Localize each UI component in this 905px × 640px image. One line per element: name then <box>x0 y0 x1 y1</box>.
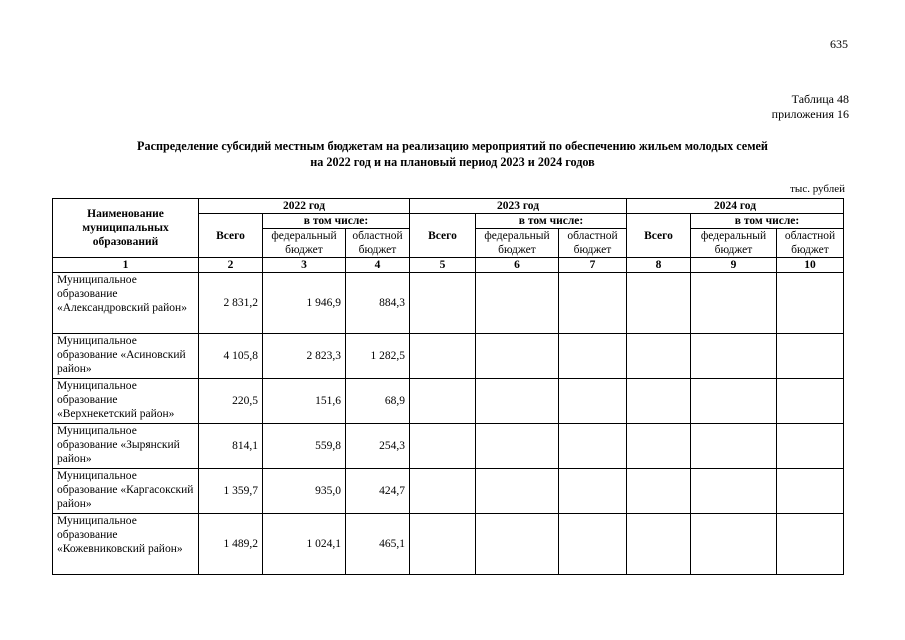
header-total-2022: Всего <box>199 214 263 258</box>
regional-2024 <box>777 334 844 379</box>
regional-2024 <box>777 273 844 334</box>
federal-2023 <box>476 379 559 424</box>
regional-2023 <box>559 273 627 334</box>
federal-2024 <box>691 469 777 514</box>
header-federal-2022: федеральный бюджет <box>263 229 346 258</box>
column-number: 8 <box>627 258 691 273</box>
federal-2022: 151,6 <box>263 379 346 424</box>
federal-2023 <box>476 273 559 334</box>
column-number: 4 <box>346 258 410 273</box>
federal-2022: 1 024,1 <box>263 514 346 575</box>
header-regional-2024: областной бюджет <box>777 229 844 258</box>
total-2022: 4 105,8 <box>199 334 263 379</box>
table-number: Таблица 48 <box>791 92 849 106</box>
municipality-name: Муниципальное образование «Зырянский район» <box>53 424 199 469</box>
municipality-name: Муниципальное образование «Каргасокский район» <box>53 469 199 514</box>
federal-2024 <box>691 424 777 469</box>
total-2024 <box>627 469 691 514</box>
table-row <box>53 273 844 334</box>
regional-2022: 465,1 <box>346 514 410 575</box>
header-year-2024: 2024 год <box>627 199 844 214</box>
federal-2022: 1 946,9 <box>263 273 346 334</box>
federal-2024 <box>691 514 777 575</box>
federal-2023 <box>476 469 559 514</box>
regional-2023 <box>559 469 627 514</box>
document-title: Распределение субсидий местным бюджетам на реализацию мероприятий по обеспечению жильем молодых семей <box>137 139 768 153</box>
total-2023 <box>410 469 476 514</box>
table-row <box>53 379 844 424</box>
regional-2023 <box>559 424 627 469</box>
total-2023 <box>410 514 476 575</box>
column-number: 5 <box>410 258 476 273</box>
table-row <box>53 514 844 575</box>
federal-2022: 2 823,3 <box>263 334 346 379</box>
header-federal-2024: федеральный бюджет <box>691 229 777 258</box>
column-number: 10 <box>777 258 844 273</box>
column-number: 9 <box>691 258 777 273</box>
table-row <box>53 334 844 379</box>
municipality-name: Муниципальное образование «Александровский район» <box>53 273 199 334</box>
header-name-column: Наименование муниципальных образований <box>53 199 199 258</box>
column-number: 2 <box>199 258 263 273</box>
municipality-name: Муниципальное образование «Асиновский район» <box>53 334 199 379</box>
header-including-2023: в том числе: <box>476 214 627 229</box>
header-including-2024: в том числе: <box>691 214 844 229</box>
header-year-2023: 2023 год <box>410 199 627 214</box>
column-numbers-row <box>53 258 844 273</box>
total-2024 <box>627 334 691 379</box>
federal-2023 <box>476 514 559 575</box>
total-2024 <box>627 273 691 334</box>
federal-2022: 935,0 <box>263 469 346 514</box>
federal-2024 <box>691 273 777 334</box>
header-including-2022: в том числе: <box>263 214 410 229</box>
regional-2022: 68,9 <box>346 379 410 424</box>
column-number: 3 <box>263 258 346 273</box>
column-number: 7 <box>559 258 627 273</box>
document-subtitle: на 2022 год и на плановый период 2023 и 2024 годов <box>310 155 595 169</box>
municipality-name: Муниципальное образование «Верхнекетский район» <box>53 379 199 424</box>
column-number: 1 <box>53 258 199 273</box>
units-label: тыс. рублей <box>790 183 845 195</box>
total-2022: 814,1 <box>199 424 263 469</box>
header-total-2023: Всего <box>410 214 476 258</box>
page-number: 635 <box>830 37 848 51</box>
regional-2022: 254,3 <box>346 424 410 469</box>
total-2023 <box>410 379 476 424</box>
header-year-2022: 2022 год <box>199 199 410 214</box>
table-row <box>53 469 844 514</box>
total-2023 <box>410 273 476 334</box>
regional-2022: 1 282,5 <box>346 334 410 379</box>
header-regional-2023: областной бюджет <box>559 229 627 258</box>
regional-2023 <box>559 334 627 379</box>
regional-2023 <box>559 514 627 575</box>
regional-2022: 884,3 <box>346 273 410 334</box>
total-2024 <box>627 424 691 469</box>
total-2022: 1 359,7 <box>199 469 263 514</box>
total-2024 <box>627 379 691 424</box>
total-2024 <box>627 514 691 575</box>
subsidy-table <box>52 198 844 575</box>
regional-2024 <box>777 469 844 514</box>
total-2022: 1 489,2 <box>199 514 263 575</box>
regional-2024 <box>777 424 844 469</box>
table-row <box>53 424 844 469</box>
municipality-name: Муниципальное образование «Кожевниковский район» <box>53 514 199 575</box>
total-2023 <box>410 424 476 469</box>
regional-2024 <box>777 379 844 424</box>
column-number: 6 <box>476 258 559 273</box>
regional-2024 <box>777 514 844 575</box>
federal-2024 <box>691 379 777 424</box>
header-federal-2023: федеральный бюджет <box>476 229 559 258</box>
total-2022: 220,5 <box>199 379 263 424</box>
appendix-number: приложения 16 <box>771 107 849 121</box>
federal-2023 <box>476 334 559 379</box>
regional-2023 <box>559 379 627 424</box>
header-total-2024: Всего <box>627 214 691 258</box>
total-2023 <box>410 334 476 379</box>
regional-2022: 424,7 <box>346 469 410 514</box>
federal-2023 <box>476 424 559 469</box>
header-regional-2022: областной бюджет <box>346 229 410 258</box>
federal-2022: 559,8 <box>263 424 346 469</box>
total-2022: 2 831,2 <box>199 273 263 334</box>
federal-2024 <box>691 334 777 379</box>
